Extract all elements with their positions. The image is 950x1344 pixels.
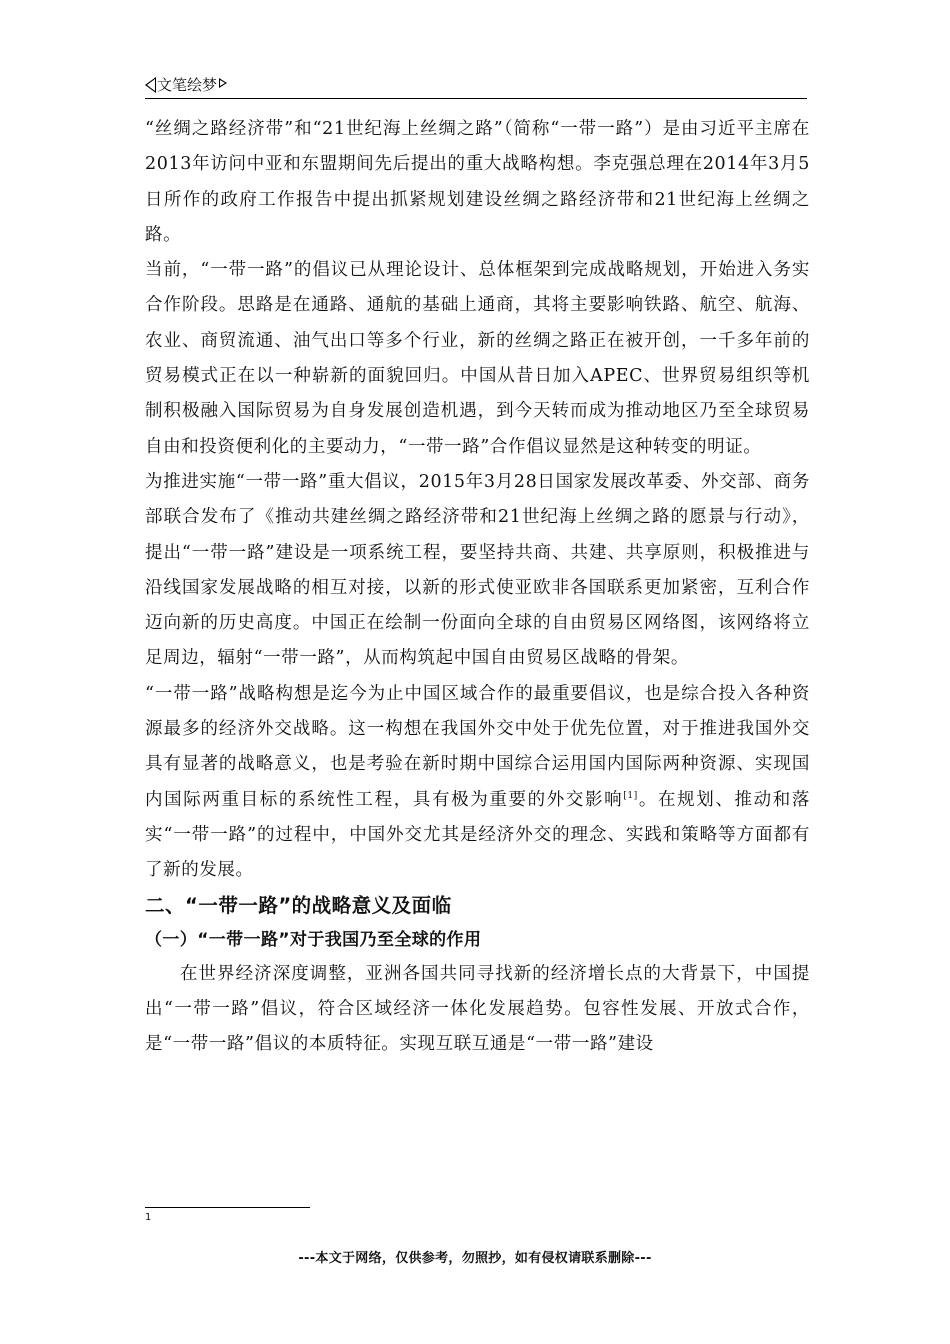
page-header bbox=[145, 72, 807, 99]
header-logo bbox=[145, 74, 227, 95]
citation-reference: [1] bbox=[623, 790, 638, 801]
subsection-heading: （一）“一带一路”对于我国乃至全球的作用 bbox=[145, 929, 482, 950]
paragraph-4-tail: 。在规划、推动和落实“一带一路”的过程中，中国外交尤其是经济外交的理念、实践和策略等方面都有了新的发展。 bbox=[145, 789, 811, 881]
paragraph-3: 为推进实施“一带一路”重大倡议，2015年3月28日国家发展改革委、外交部、商务部联合发布了《推动共建丝绸之路经济带和21世纪海上丝绸之路的愿景与行动》，提出“一带一路”建设是一项系统工程，要坚持共商、共建、共享原则，积极推进与沿线国家发展战略的相互对接，以新的形式使亚欧非各国联系更加紧密，互利合作迈向新的历史高度。中国正在绘制一份面向全球的自由贸易区网络图，该网络将立足周边，辐射“一带一路”，从而构筑起中国自由贸易区战略的骨架。 bbox=[145, 471, 810, 669]
footer-disclaimer: ---本文于网络，仅供参考，勿照抄，如有侵权请联系删除--- bbox=[298, 1251, 652, 1266]
footnote-divider bbox=[145, 1207, 310, 1208]
paragraph-2: 当前，“一带一路”的倡议已从理论设计、总体框架到完成战略规划，开始进入务实合作阶段。思路是在通路、通航的基础上通商，其将主要影响铁路、航空、航海、农业、商贸流通、油气出口等多个行业，新的丝绸之路正在被开创，一千多年前的贸易模式正在以一种崭新的面貌回归。中国从昔日加入APEC、世界贸易组织等机制积极融入国际贸易为自身发展创造机遇，到今天转而成为推动地区乃至全球贸易自由和投资便利化的主要动力，“一带一路”合作倡议显然是这种转变的明证。 bbox=[145, 260, 810, 457]
section-heading: 二、“一带一路”的战略意义及面临 bbox=[145, 893, 452, 917]
document-body bbox=[145, 112, 810, 1062]
right-triangle-icon bbox=[219, 78, 227, 88]
paragraph-1: “丝绸之路经济带”和“21世纪海上丝绸之路”（简称“一带一路”）是由习近平主席在2013年访问中亚和东盟期间先后提出的重大战略构想。李克强总理在2014年3月5日所作的政府工作报告中提出抓紧规划建设丝绸之路经济带和21世纪海上丝绸之路。 bbox=[145, 119, 810, 245]
paragraph-5: 在世界经济深度调整，亚洲各国共同寻找新的经济增长点的大背景下，中国提出“一带一路”倡议，符合区域经济一体化发展趋势。包容性发展、开放式合作，是“一带一路”倡议的本质特征。实现互联互通是“一带一路”建设 bbox=[145, 963, 810, 1055]
paragraph-4-text: “一带一路”战略构想是迄今为止中国区域合作的最重要倡议，也是综合投入各种资源最多的经济外交战略。这一构想在我国外交中处于优先位置，对于推进我国外交具有显著的战略意义，也是考验在新时期中国综合运用国内国际两种资源、实现国内国际两重目标的系统性工程，具有极为重要的外交影响 bbox=[145, 683, 810, 810]
footnote-number: 1 bbox=[145, 1212, 152, 1223]
header-logo-text: 文笔绘梦 bbox=[157, 76, 218, 94]
left-triangle-icon bbox=[145, 77, 156, 93]
paragraph-4 bbox=[145, 677, 810, 889]
